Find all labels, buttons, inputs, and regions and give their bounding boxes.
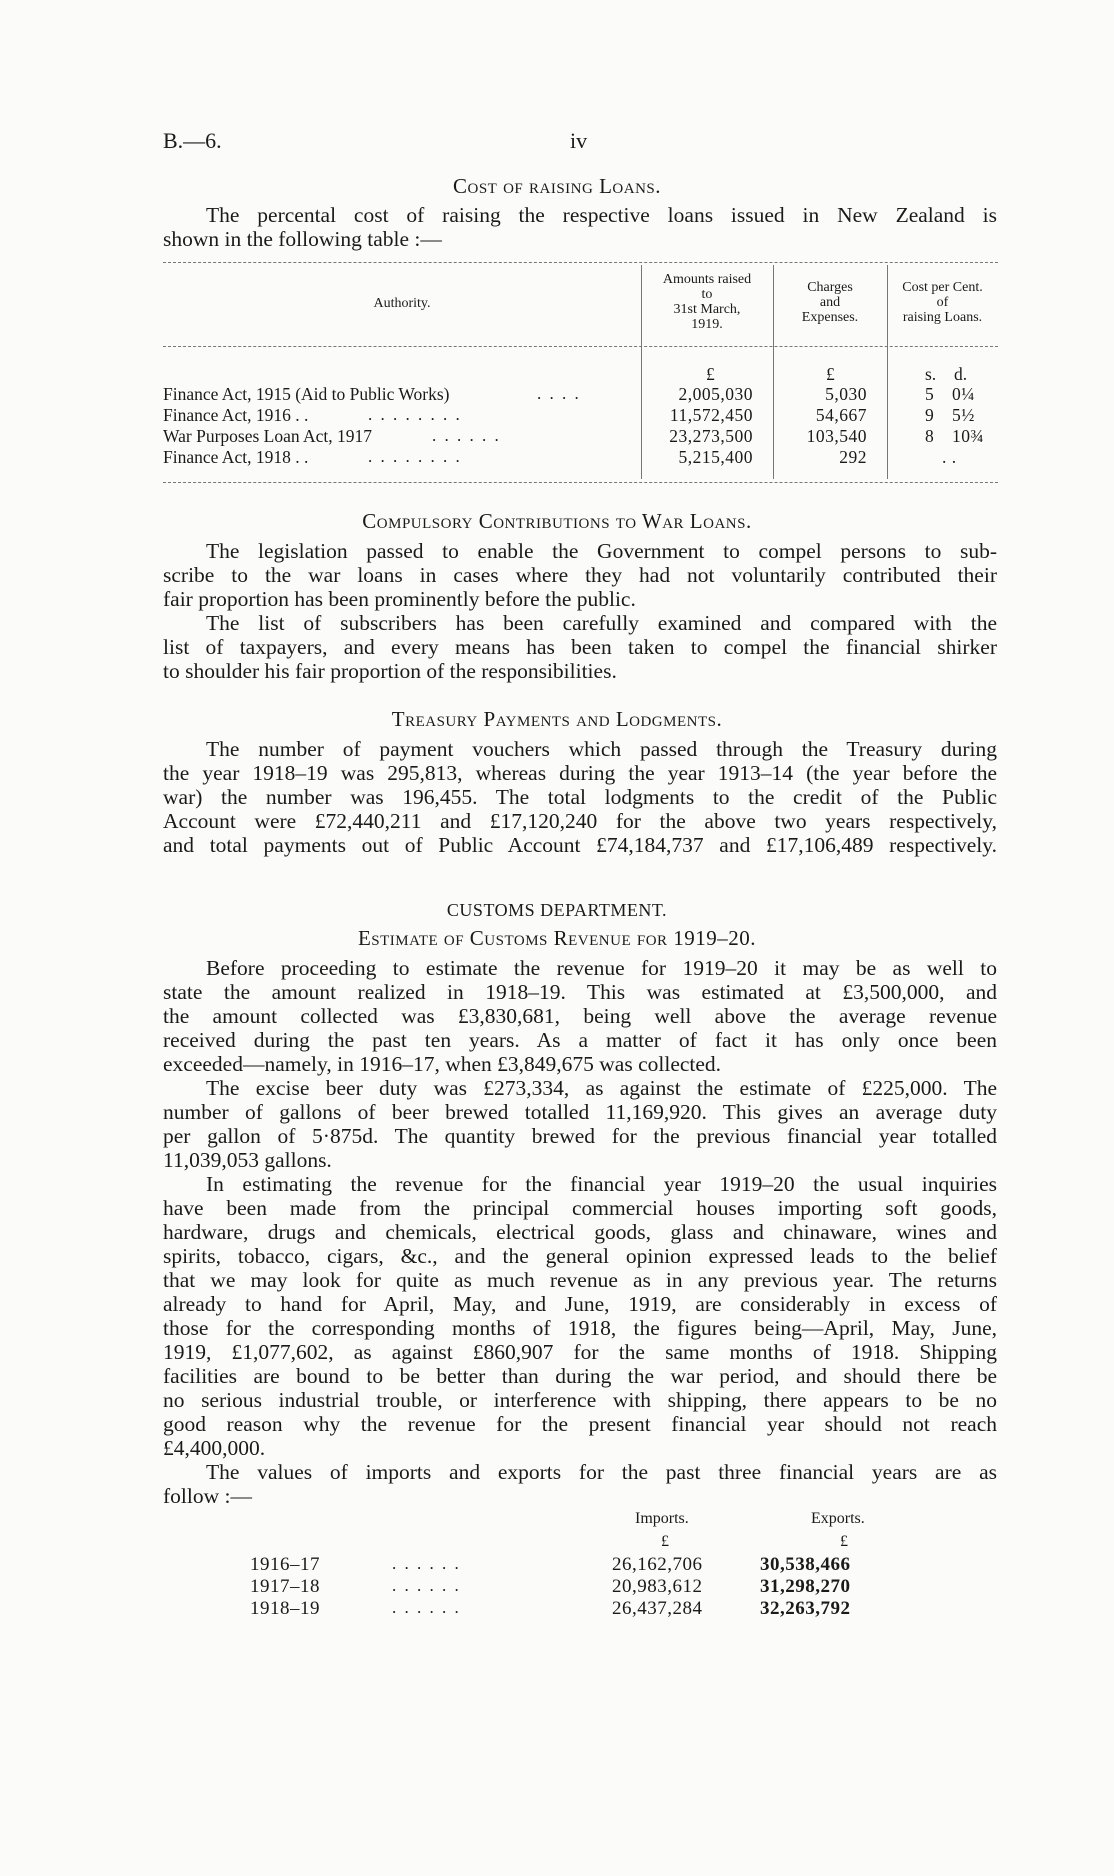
leader-dots: . . . . . . (392, 1554, 461, 1573)
document-reference: B.—6. (163, 128, 222, 153)
table-rule-top (163, 262, 998, 263)
text-line: state the amount realized in 1918–19. This was estimated at £3,500,000, and (163, 980, 997, 1004)
cell-authority: Finance Act, 1916 . . (163, 405, 309, 425)
section-title-compulsory-contributions: Compulsory Contributions to War Loans. (362, 509, 752, 533)
header-line: Cost per Cent. (902, 280, 983, 295)
leader-dots: . . . . . . (432, 426, 501, 445)
cost-intro-paragraph (163, 203, 997, 251)
header-line: and (819, 295, 841, 310)
cell-amount: 5,215,400 (678, 447, 753, 467)
text-line: have been made from the principal commercial houses importing soft goods, (163, 1196, 997, 1220)
header-line: Expenses. (801, 310, 859, 325)
customs-paragraph-4 (163, 1460, 997, 1508)
unit-exports: £ (840, 1533, 848, 1550)
text-line: to shoulder his fair proportion of the responsibilities. (163, 659, 617, 683)
cell-amount: 23,273,500 (669, 426, 753, 446)
text-line: The list of subscribers has been carefully examined and compared with the (206, 611, 997, 635)
header-line: Amounts raised (662, 272, 752, 287)
unit-shillings: s. (925, 364, 937, 384)
cell-cost-shillings: 5 (925, 384, 935, 404)
text-line: Account were £72,440,211 and £17,120,240 for the above two years respectively, (163, 809, 997, 833)
text-line: list of taxpayers, and every means has been taken to compel the financial shirker (163, 635, 997, 659)
header-line: 31st March, (673, 302, 741, 317)
cell-imports: 26,162,706 (612, 1554, 703, 1575)
cell-exports: 32,263,792 (760, 1598, 851, 1619)
page-number: iv (570, 128, 588, 153)
text-line: those for the corresponding months of 1918, the figures being—April, May, June, (163, 1316, 997, 1340)
cell-exports: 30,538,466 (760, 1554, 851, 1575)
text-line: £4,400,000. (163, 1436, 266, 1460)
header-line: raising Loans. (902, 310, 983, 325)
section-title-treasury-payments: Treasury Payments and Lodgments. (391, 707, 723, 731)
cell-authority: Finance Act, 1915 (Aid to Public Works) (163, 384, 450, 404)
cell-cost-pence: . . (942, 447, 957, 467)
leader-dots: . . . . . . (392, 1598, 461, 1617)
column-header-cost (887, 280, 998, 325)
text-line: 11,039,053 gallons. (163, 1148, 332, 1172)
compulsory-paragraph-2 (163, 611, 997, 683)
section-title-cost-of-raising-loans: Cost of raising Loans. (452, 174, 662, 198)
text-line: Before proceeding to estimate the revenue for 1919–20 it may be as well to (206, 956, 997, 980)
text-line: The excise beer duty was £273,334, as against the estimate of £225,000. The (206, 1076, 997, 1100)
text-line: fair proportion has been prominently before the public. (163, 587, 636, 611)
cell-charges: 54,667 (815, 405, 867, 425)
customs-paragraph-1 (163, 956, 997, 1076)
column-header-imports: Imports. (635, 1510, 689, 1527)
text-line: already to hand for April, May, and June, 1919, are considerably in excess of (163, 1292, 997, 1316)
cell-cost-shillings: 8 (925, 426, 935, 446)
text-line: scribe to the war loans in cases where they had not voluntarily contributed their (163, 563, 997, 587)
unit-imports: £ (661, 1533, 669, 1550)
unit-pence: d. (954, 364, 968, 384)
text-line: the year 1918–19 was 295,813, whereas during the year 1913–14 (the year before the (163, 761, 997, 785)
cell-cost-shillings: 9 (925, 405, 935, 425)
text-line: and total payments out of Public Account £74,184,737 and £17,106,489 respectively. (163, 833, 997, 857)
header-line: of (936, 295, 949, 310)
cell-authority: War Purposes Loan Act, 1917 (163, 426, 373, 446)
text-line: no serious industrial trouble, or interference with shipping, there appears to be no (163, 1388, 997, 1412)
cell-charges: 292 (839, 447, 867, 467)
text-line: exceeded—namely, in 1916–17, when £3,849,675 was collected. (163, 1052, 722, 1076)
cell-exports: 31,298,270 (760, 1576, 851, 1597)
department-title-customs: CUSTOMS DEPARTMENT. (446, 900, 668, 920)
cell-cost-pence: 5½ (952, 405, 975, 425)
table-rule-header (163, 346, 998, 347)
cell-imports: 26,437,284 (612, 1598, 703, 1619)
text-line: that we may look for quite as much revenue as in any previous year. The returns (163, 1268, 997, 1292)
text-line: the amount collected was £3,830,681, being well above the average revenue (163, 1004, 997, 1028)
text-line: The values of imports and exports for the past three financial years are as (206, 1460, 997, 1484)
text-line: shown in the following table :— (163, 227, 442, 251)
cell-authority: Finance Act, 1918 . . (163, 447, 309, 467)
leader-dots: . . . . (537, 384, 581, 403)
text-line: 1919, £1,077,602, as against £860,907 for the same months of 1918. Shipping (163, 1340, 997, 1364)
text-line: war) the number was 196,455. The total lodgments to the credit of the Public (163, 785, 997, 809)
text-line: The number of payment vouchers which passed through the Treasury during (206, 737, 997, 761)
text-line: The percental cost of raising the respective loans issued in New Zealand is (206, 203, 997, 227)
cell-amount: 2,005,030 (678, 384, 753, 404)
text-line: In estimating the revenue for the financial year 1919–20 the usual inquiries (206, 1172, 997, 1196)
column-header-charges (773, 280, 887, 325)
cell-cost-pence: 0¼ (952, 384, 975, 404)
cell-year: 1916–17 (250, 1554, 320, 1575)
header-line: 1919. (691, 317, 723, 332)
text-line: good reason why the revenue for the present financial year should not reach (163, 1412, 997, 1436)
text-line: number of gallons of beer brewed totalled 11,169,920. This gives an average duty (163, 1100, 997, 1124)
treasury-paragraph (163, 737, 997, 857)
column-header-amounts (641, 272, 773, 332)
cell-year: 1918–19 (250, 1598, 320, 1619)
text-line: per gallon of 5·875d. The quantity brewed for the previous financial year totalled (163, 1124, 997, 1148)
table-rule-bottom (163, 482, 998, 483)
cell-year: 1917–18 (250, 1576, 320, 1597)
column-header-authority: Authority. (373, 296, 431, 311)
section-title-customs-estimate: Estimate of Customs Revenue for 1919–20. (357, 926, 757, 950)
text-line: hardware, drugs and chemicals, electrical goods, glass and chinaware, wines and (163, 1220, 997, 1244)
customs-paragraph-2 (163, 1076, 997, 1172)
text-line: follow :— (163, 1484, 252, 1508)
cell-imports: 20,983,612 (612, 1576, 703, 1597)
unit-amounts: £ (706, 364, 715, 384)
leader-dots: . . . . . . . . (368, 405, 462, 424)
unit-charges: £ (826, 364, 835, 384)
compulsory-paragraph-1 (163, 539, 997, 611)
leader-dots: . . . . . . . . (368, 447, 462, 466)
cell-charges: 5,030 (825, 384, 867, 404)
text-line: The legislation passed to enable the Government to compel persons to sub- (206, 539, 997, 563)
leader-dots: . . . . . . (392, 1576, 461, 1595)
customs-paragraph-3 (163, 1172, 997, 1460)
text-line: received during the past ten years. As a matter of fact it has only once been (163, 1028, 997, 1052)
cell-amount: 11,572,450 (669, 405, 753, 425)
header-line: to (701, 287, 713, 302)
text-line: spirits, tobacco, cigars, &c., and the general opinion expressed leads to the belief (163, 1244, 997, 1268)
header-line: Charges (807, 280, 853, 295)
column-header-exports: Exports. (811, 1510, 865, 1527)
cell-cost-pence: 10¾ (952, 426, 985, 446)
cell-charges: 103,540 (806, 426, 867, 446)
text-line: facilities are bound to be better than during the war period, and should there be (163, 1364, 997, 1388)
